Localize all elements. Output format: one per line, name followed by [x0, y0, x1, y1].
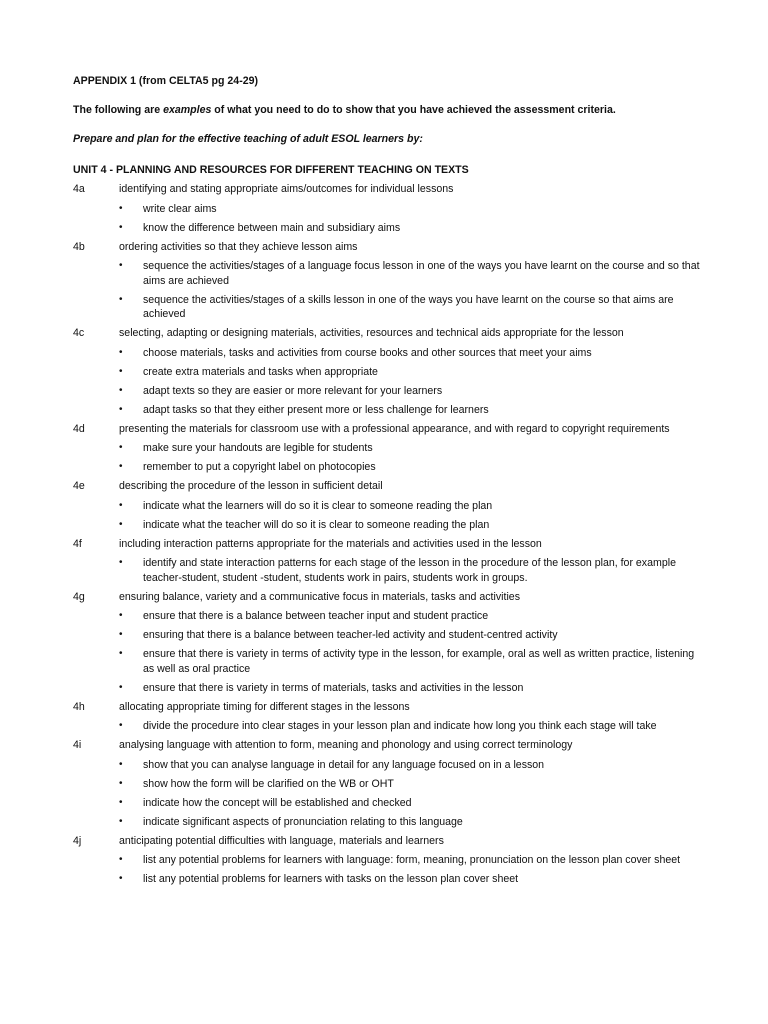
bullet-item: [119, 556, 708, 585]
intro-italic: examples: [163, 104, 212, 116]
bullet-item: [119, 403, 708, 418]
bullet-item: [119, 441, 708, 456]
bullet-text: write clear aims: [143, 202, 217, 215]
bullet-item: [119, 777, 708, 792]
bullet-icon: •: [119, 777, 123, 789]
criterion-text: presenting the materials for classroom use with a professional appearance, and with regard to copyright requirements: [119, 422, 670, 435]
bullet-item: [119, 293, 708, 322]
criterion-row: [73, 834, 708, 849]
bullet-item: [119, 681, 708, 696]
bullet-item: [119, 758, 708, 773]
bullet-icon: •: [119, 499, 123, 511]
criterion-group: [73, 738, 708, 829]
unit-title: UNIT 4 - PLANNING AND RESOURCES FOR DIFFERENT TEACHING ON TEXTS: [73, 164, 469, 176]
bullet-icon: •: [119, 442, 123, 453]
bullet-item: [119, 365, 708, 380]
bullet-icon: •: [119, 720, 123, 731]
criterion-row: [73, 479, 708, 494]
criterion-text: anticipating potential difficulties with language, materials and learners: [119, 834, 444, 847]
bullet-item: [119, 872, 708, 887]
bullet-text: ensure that there is variety in terms of activity type in the lesson, for example, oral as well as written practice, listening as well as oral practice: [143, 648, 695, 675]
criterion-text: allocating appropriate timing for different stages in the lessons: [119, 700, 410, 713]
criterion-code: 4c: [73, 327, 85, 339]
bullet-item: [119, 384, 708, 399]
criterion-row: [73, 326, 708, 341]
bullet-icon: •: [119, 518, 123, 530]
bullet-item: [119, 853, 708, 868]
bullet-text: choose materials, tasks and activities from course books and other sources that meet your aims: [143, 346, 592, 359]
criterion-group: [73, 590, 708, 696]
bullet-item: [119, 815, 708, 830]
criterion-code: 4f: [73, 537, 82, 550]
bullet-text: list any potential problems for learners with language: form, meaning, pronunciation on the lesson plan cover sheet: [143, 854, 681, 866]
bullet-icon: •: [119, 854, 123, 865]
bullet-icon: •: [119, 260, 123, 271]
criterion-text: ensuring balance, variety and a communicative focus in materials, tasks and activities: [119, 590, 520, 603]
criterion-code: 4d: [73, 422, 85, 435]
criterion-row: [73, 738, 708, 753]
criterion-row: [73, 537, 708, 552]
bullet-icon: •: [119, 681, 123, 693]
criterion-text: describing the procedure of the lesson in sufficient detail: [119, 480, 383, 492]
criterion-group: [73, 240, 708, 322]
bullet-text: ensure that there is variety in terms of materials, tasks and activities in the lesson: [143, 681, 524, 694]
bullet-icon: •: [119, 758, 123, 770]
bullet-text: remember to put a copyright label on photocopies: [143, 461, 376, 473]
bullet-text: create extra materials and tasks when appropriate: [143, 365, 378, 378]
criterion-row: [73, 590, 708, 605]
criteria-list: [73, 182, 708, 887]
bullet-icon: •: [119, 648, 123, 659]
bullet-text: show how the form will be clarified on the WB or OHT: [143, 777, 394, 790]
bullet-icon: •: [119, 365, 123, 377]
intro-before: The following are: [73, 104, 164, 116]
criterion-code: 4i: [73, 739, 82, 751]
criterion-group: [73, 182, 708, 235]
criterion-row: [73, 700, 708, 715]
bullet-icon: •: [119, 873, 123, 884]
bullet-text: ensure that there is a balance between teacher input and student practice: [143, 610, 489, 622]
bullet-icon: •: [119, 629, 123, 640]
intro-sentence: [73, 103, 708, 117]
bullet-text: indicate significant aspects of pronunciation relating to this language: [143, 815, 463, 828]
bullet-text: know the difference between main and subsidiary aims: [143, 221, 401, 234]
bullet-item: [119, 518, 708, 533]
criterion-text: identifying and stating appropriate aims/outcomes for individual lessons: [119, 183, 454, 195]
bullet-item: [119, 460, 708, 475]
bullet-item: [119, 796, 708, 811]
prepare-heading: Prepare and plan for the effective teaching of adult ESOL learners by:: [73, 133, 423, 145]
bullet-icon: •: [119, 384, 123, 396]
bullet-icon: •: [119, 221, 123, 233]
bullet-text: adapt texts so they are easier or more relevant for your learners: [143, 384, 443, 397]
criterion-row: [73, 240, 708, 255]
criterion-row: [73, 422, 708, 437]
bullet-item: [119, 346, 708, 361]
bullet-text: show that you can analyse language in detail for any language focused on in a lesson: [143, 758, 545, 771]
bullet-item: [119, 719, 708, 734]
criterion-group: [73, 479, 708, 532]
criterion-text: including interaction patterns appropriate for the materials and activities used in the lesson: [119, 537, 542, 550]
criterion-code: 4b: [73, 240, 85, 253]
bullet-icon: •: [119, 202, 123, 214]
criterion-code: 4h: [73, 700, 85, 713]
bullet-icon: •: [119, 796, 123, 808]
bullet-text: ensuring that there is a balance between teacher-led activity and student-centred activity: [143, 629, 558, 641]
bullet-item: [119, 221, 708, 236]
criterion-group: [73, 422, 708, 475]
bullet-icon: •: [119, 815, 123, 827]
bullet-item: [119, 647, 708, 676]
bullet-item: [119, 499, 708, 514]
criterion-code: 4j: [73, 834, 82, 847]
bullet-text: indicate what the learners will do so it is clear to someone reading the plan: [143, 499, 493, 512]
criterion-text: ordering activities so that they achieve lesson aims: [119, 240, 358, 253]
criterion-text: analysing language with attention to form, meaning and phonology and using correct terminology: [119, 739, 573, 751]
bullet-text: list any potential problems for learners with tasks on the lesson plan cover sheet: [143, 873, 519, 885]
criterion-group: [73, 326, 708, 417]
bullet-text: sequence the activities/stages of a skills lesson in one of the ways you have learnt on the course so that aims are achieved: [143, 293, 674, 320]
bullet-icon: •: [119, 293, 123, 305]
criterion-code: 4a: [73, 183, 85, 195]
criterion-code: 4g: [73, 590, 85, 603]
criterion-group: [73, 537, 708, 586]
bullet-item: [119, 628, 708, 643]
bullet-text: indicate how the concept will be established and checked: [143, 796, 412, 809]
criterion-group: [73, 834, 708, 887]
bullet-icon: •: [119, 461, 123, 472]
bullet-text: make sure your handouts are legible for students: [143, 442, 373, 454]
bullet-icon: •: [119, 346, 123, 358]
bullet-text: adapt tasks so that they either present more or less challenge for learners: [143, 403, 489, 416]
bullet-item: [119, 609, 708, 624]
bullet-text: indicate what the teacher will do so it is clear to someone reading the plan: [143, 518, 490, 531]
criterion-row: [73, 182, 708, 197]
bullet-text: divide the procedure into clear stages in your lesson plan and indicate how long you think each stage will take: [143, 720, 657, 732]
bullet-icon: •: [119, 610, 123, 621]
bullet-item: [119, 202, 708, 217]
bullet-text: identify and state interaction patterns for each stage of the lesson in the procedure of the lesson plan, for example teacher-student, student -student, students work in pairs, students work in groups.: [143, 557, 676, 584]
bullet-icon: •: [119, 403, 123, 415]
intro-after: of what you need to do to show that you have achieved the assessment criteria.: [211, 104, 616, 116]
bullet-icon: •: [119, 557, 123, 568]
bullet-item: [119, 259, 708, 288]
criterion-text: selecting, adapting or designing materials, activities, resources and technical aids appropriate for the lesson: [119, 327, 624, 339]
bullet-text: sequence the activities/stages of a language focus lesson in one of the ways you have learnt on the course and so that aims are achieved: [143, 260, 700, 287]
appendix-title: APPENDIX 1 (from CELTA5 pg 24-29): [73, 75, 259, 87]
criterion-code: 4e: [73, 480, 85, 492]
criterion-group: [73, 700, 708, 734]
